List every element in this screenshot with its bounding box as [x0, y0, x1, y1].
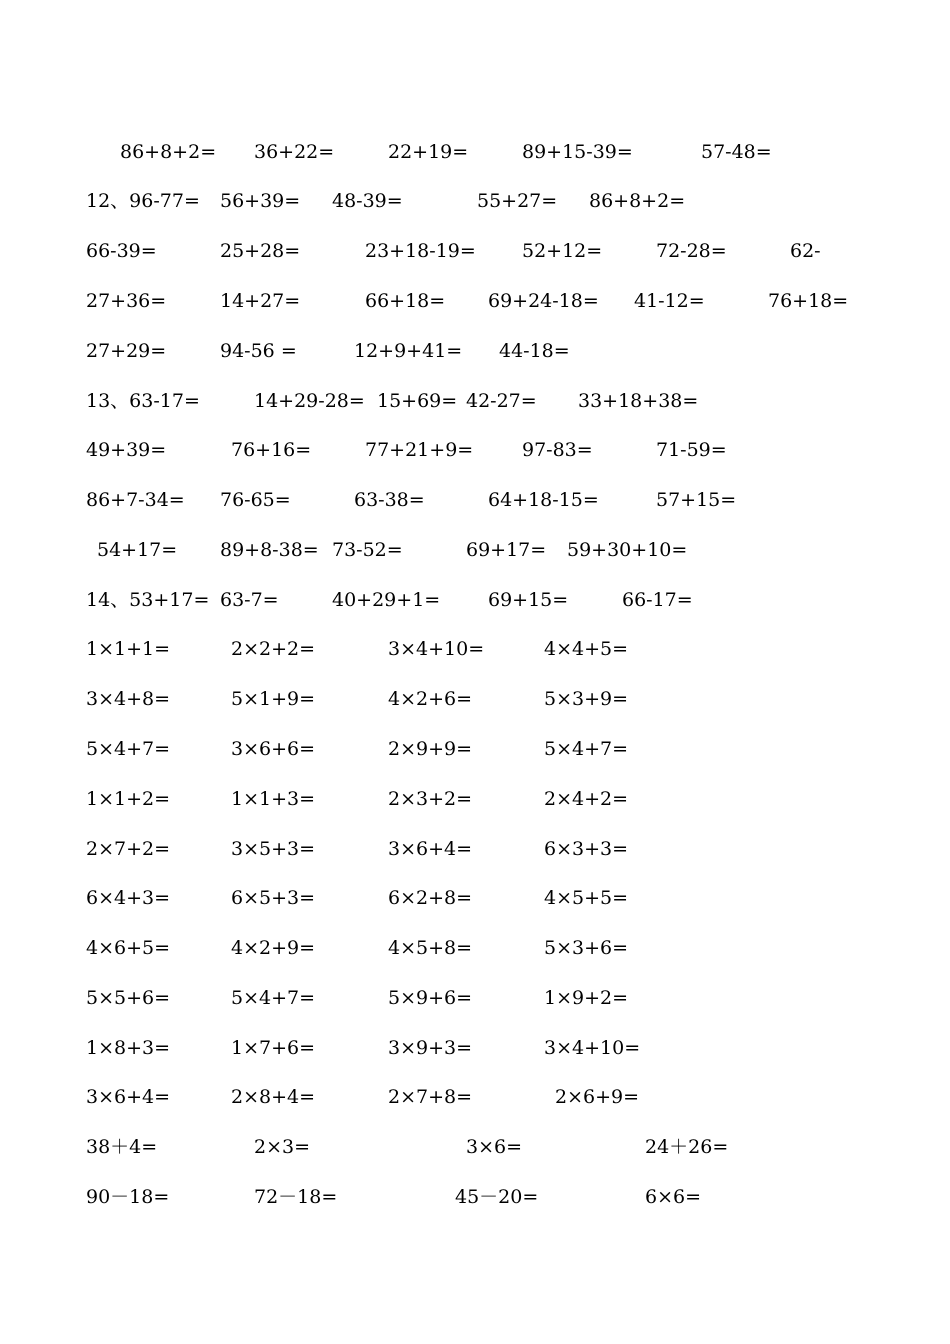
problem-r8-c5: 57+15=	[656, 489, 737, 511]
problem-r10-c1: 14、53+17=	[86, 589, 210, 611]
problem-r2-c3: 48-39=	[332, 190, 403, 212]
problem-r19-c2: 1×7+6=	[231, 1037, 316, 1059]
problem-r3-c6: 62-	[790, 240, 821, 262]
problem-r19-c4: 3×4+10=	[544, 1037, 641, 1059]
problem-r11-c2: 2×2+2=	[231, 638, 316, 660]
problem-r5-c2: 94-56 =	[220, 340, 297, 362]
problem-r21-c1: 38＋4=	[86, 1136, 158, 1158]
problem-r2-c5: 86+8+2=	[589, 190, 686, 212]
problem-r1-c3: 22+19=	[388, 141, 469, 163]
problem-r13-c4: 5×4+7=	[544, 738, 629, 760]
problem-r21-c2: 2×3=	[254, 1136, 311, 1158]
problem-r7-c3: 77+21+9=	[365, 439, 474, 461]
problem-r15-c3: 3×6+4=	[388, 838, 473, 860]
problem-r6-c5: 33+18+38=	[578, 390, 699, 412]
problem-r16-c4: 4×5+5=	[544, 887, 629, 909]
problem-r3-c5: 72-28=	[656, 240, 727, 262]
problem-r9-c2: 89+8-38=	[220, 539, 319, 561]
problem-r1-c4: 89+15-39=	[522, 141, 633, 163]
problem-r8-c3: 63-38=	[354, 489, 425, 511]
problem-r1-c5: 57-48=	[701, 141, 772, 163]
problem-r4-c4: 69+24-18=	[488, 290, 599, 312]
problem-r9-c5: 59+30+10=	[567, 539, 688, 561]
problem-r4-c1: 27+36=	[86, 290, 167, 312]
problem-r12-c2: 5×1+9=	[231, 688, 316, 710]
problem-r2-c1: 12、96-77=	[86, 190, 200, 212]
problem-r7-c4: 97-83=	[522, 439, 593, 461]
problem-r12-c3: 4×2+6=	[388, 688, 473, 710]
problem-r10-c2: 63-7=	[220, 589, 279, 611]
problem-r7-c1: 49+39=	[86, 439, 167, 461]
problem-r3-c1: 66-39=	[86, 240, 157, 262]
problem-r14-c1: 1×1+2=	[86, 788, 171, 810]
problem-r6-c4: 42-27=	[466, 390, 537, 412]
problem-r17-c3: 4×5+8=	[388, 937, 473, 959]
problem-r8-c2: 76-65=	[220, 489, 291, 511]
problem-r14-c4: 2×4+2=	[544, 788, 629, 810]
problem-r16-c1: 6×4+3=	[86, 887, 171, 909]
problem-r19-c1: 1×8+3=	[86, 1037, 171, 1059]
problem-r17-c2: 4×2+9=	[231, 937, 316, 959]
problem-r12-c1: 3×4+8=	[86, 688, 171, 710]
problem-r6-c2: 14+29-28=	[254, 390, 365, 412]
problem-r22-c1: 90－18=	[86, 1186, 170, 1208]
problem-r14-c2: 1×1+3=	[231, 788, 316, 810]
problem-r9-c3: 73-52=	[332, 539, 403, 561]
problem-r10-c3: 40+29+1=	[332, 589, 441, 611]
problem-r2-c4: 55+27=	[477, 190, 558, 212]
problem-r8-c1: 86+7-34=	[86, 489, 185, 511]
problem-r22-c3: 45－20=	[455, 1186, 539, 1208]
problem-r13-c3: 2×9+9=	[388, 738, 473, 760]
problem-r8-c4: 64+18-15=	[488, 489, 599, 511]
problem-r18-c1: 5×5+6=	[86, 987, 171, 1009]
problem-r1-c2: 36+22=	[254, 141, 335, 163]
problem-r3-c4: 52+12=	[522, 240, 603, 262]
problem-r6-c1: 13、63-17=	[86, 390, 200, 412]
problem-r3-c3: 23+18-19=	[365, 240, 476, 262]
problem-r15-c2: 3×5+3=	[231, 838, 316, 860]
problem-r4-c3: 66+18=	[365, 290, 446, 312]
problem-r20-c3: 2×7+8=	[388, 1086, 473, 1108]
problem-r20-c2: 2×8+4=	[231, 1086, 316, 1108]
problem-r14-c3: 2×3+2=	[388, 788, 473, 810]
problem-r13-c1: 5×4+7=	[86, 738, 171, 760]
problem-r20-c4: 2×6+9=	[555, 1086, 640, 1108]
problem-r11-c4: 4×4+5=	[544, 638, 629, 660]
problem-r18-c3: 5×9+6=	[388, 987, 473, 1009]
problem-r15-c4: 6×3+3=	[544, 838, 629, 860]
problem-r5-c4: 44-18=	[499, 340, 570, 362]
problem-r16-c3: 6×2+8=	[388, 887, 473, 909]
problem-r11-c3: 3×4+10=	[388, 638, 485, 660]
problem-r5-c3: 12+9+41=	[354, 340, 463, 362]
problem-r22-c4: 6×6=	[645, 1186, 702, 1208]
problem-r4-c6: 76+18=	[768, 290, 849, 312]
problem-r17-c1: 4×6+5=	[86, 937, 171, 959]
problem-r12-c4: 5×3+9=	[544, 688, 629, 710]
problem-r18-c4: 1×9+2=	[544, 987, 629, 1009]
problem-r1-c1: 86+8+2=	[120, 141, 217, 163]
problem-r22-c2: 72－18=	[254, 1186, 338, 1208]
problem-r4-c5: 41-12=	[634, 290, 705, 312]
problem-r11-c1: 1×1+1=	[86, 638, 171, 660]
problem-r5-c1: 27+29=	[86, 340, 167, 362]
problem-r10-c4: 69+15=	[488, 589, 569, 611]
problem-r4-c2: 14+27=	[220, 290, 301, 312]
problem-r21-c4: 24＋26=	[645, 1136, 729, 1158]
problem-r17-c4: 5×3+6=	[544, 937, 629, 959]
problem-r13-c2: 3×6+6=	[231, 738, 316, 760]
problem-r16-c2: 6×5+3=	[231, 887, 316, 909]
problem-r18-c2: 5×4+7=	[231, 987, 316, 1009]
problem-r6-c3: 15+69=	[377, 390, 458, 412]
problem-r19-c3: 3×9+3=	[388, 1037, 473, 1059]
problem-r7-c2: 76+16=	[231, 439, 312, 461]
problem-r3-c2: 25+28=	[220, 240, 301, 262]
problem-r9-c1: 54+17=	[97, 539, 178, 561]
problem-r9-c4: 69+17=	[466, 539, 547, 561]
problem-r21-c3: 3×6=	[466, 1136, 523, 1158]
problem-r20-c1: 3×6+4=	[86, 1086, 171, 1108]
problem-r2-c2: 56+39=	[220, 190, 301, 212]
problem-r15-c1: 2×7+2=	[86, 838, 171, 860]
problem-r10-c5: 66-17=	[622, 589, 693, 611]
problem-r7-c5: 71-59=	[656, 439, 727, 461]
